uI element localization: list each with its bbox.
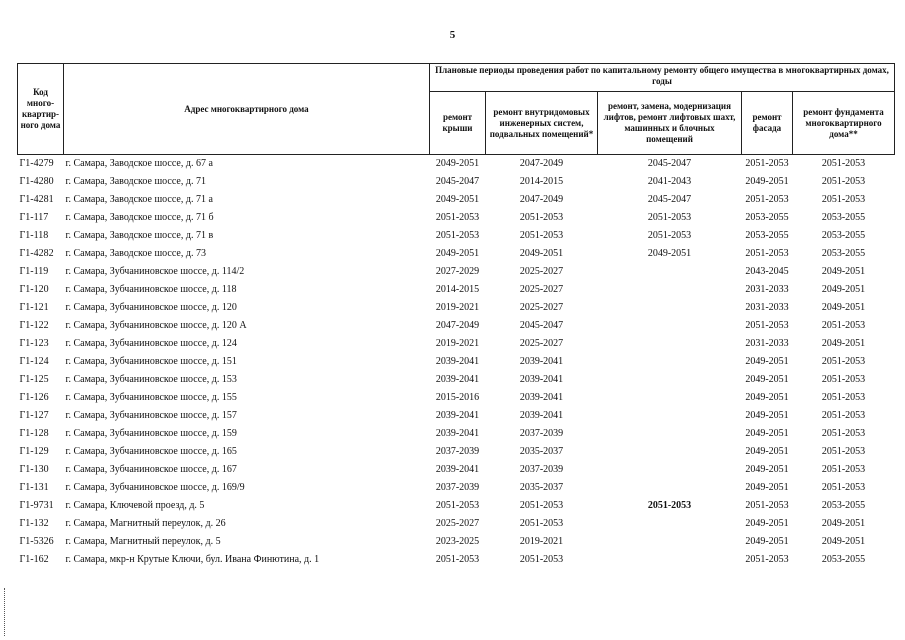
cell-foundation: 2053-2055 [821, 230, 866, 241]
cell-roof: 2045-2047 [435, 176, 480, 187]
cell-facade: 2031-2033 [745, 302, 789, 313]
cell-code: Г1-117 [19, 212, 49, 223]
cell-elevators [598, 533, 742, 551]
table-row [18, 209, 895, 227]
cell-code: Г1-129 [19, 446, 49, 457]
cell-address: г. Самара, Зубчаниновское шоссе, д. 165 [65, 446, 237, 457]
cell-engineering: 2049-2051 [519, 248, 564, 259]
cell-address: г. Самара, Зубчаниновское шоссе, д. 151 [65, 356, 237, 367]
cell-engineering: 2051-2053 [519, 212, 564, 223]
cell-address: г. Самара, Ключевой проезд, д. 5 [65, 500, 205, 511]
cell-engineering: 2037-2039 [519, 464, 564, 475]
table-row [18, 335, 895, 353]
cell-elevators [598, 371, 742, 389]
cell-roof: 2019-2021 [435, 302, 480, 313]
cell-facade: 2031-2033 [745, 284, 789, 295]
cell-facade: 2049-2051 [745, 392, 789, 403]
cell-address: г. Самара, Зубчаниновское шоссе, д. 167 [65, 464, 237, 475]
cell-elevators: 2051-2053 [647, 230, 692, 241]
cell-foundation: 2051-2053 [821, 320, 866, 331]
cell-code: Г1-131 [19, 482, 49, 493]
cell-roof: 2019-2021 [435, 338, 480, 349]
cell-code: Г1-126 [19, 392, 49, 403]
cell-foundation: 2053-2055 [821, 248, 866, 259]
cell-facade: 2051-2053 [745, 500, 789, 511]
cell-engineering: 2051-2053 [519, 230, 564, 241]
cell-address: г. Самара, Заводское шоссе, д. 71 а [65, 194, 213, 205]
cell-roof: 2039-2041 [435, 374, 480, 385]
cell-engineering: 2035-2037 [519, 482, 564, 493]
cell-roof: 2037-2039 [435, 482, 480, 493]
cell-facade: 2043-2045 [745, 266, 789, 277]
cell-elevators: 2045-2047 [647, 194, 692, 205]
table-row [18, 389, 895, 407]
cell-foundation: 2053-2055 [821, 212, 866, 223]
header-address: Адрес многоквартирного дома [64, 64, 430, 155]
cell-code: Г1-9731 [19, 500, 54, 511]
cell-address: г. Самара, Зубчаниновское шоссе, д. 169/9 [65, 482, 245, 493]
cell-elevators [598, 479, 742, 497]
cell-engineering: 2039-2041 [519, 356, 564, 367]
cell-engineering: 2051-2053 [519, 554, 564, 565]
table-row [18, 551, 895, 569]
cell-code: Г1-120 [19, 284, 49, 295]
cell-facade: 2051-2053 [745, 320, 789, 331]
table-row [18, 497, 895, 515]
table-row [18, 425, 895, 443]
table-row [18, 533, 895, 551]
cell-address: г. Самара, Зубчаниновское шоссе, д. 124 [65, 338, 237, 349]
cell-foundation: 2051-2053 [821, 446, 866, 457]
table-row [18, 353, 895, 371]
table-header-row [18, 64, 895, 92]
cell-code: Г1-121 [19, 302, 49, 313]
cell-roof: 2051-2053 [435, 554, 480, 565]
cell-facade: 2051-2053 [745, 554, 789, 565]
cell-code: Г1-125 [19, 374, 49, 385]
header-facade: ремонт фасада [742, 92, 793, 155]
cell-elevators [598, 299, 742, 317]
cell-roof: 2051-2053 [435, 230, 480, 241]
table-row [18, 281, 895, 299]
cell-facade: 2031-2033 [745, 338, 789, 349]
cell-engineering: 2035-2037 [519, 446, 564, 457]
cell-roof: 2049-2051 [435, 158, 480, 169]
cell-roof: 2039-2041 [435, 428, 480, 439]
cell-facade: 2051-2053 [745, 194, 789, 205]
table-row [18, 155, 895, 174]
cell-engineering: 2045-2047 [519, 320, 564, 331]
cell-foundation: 2049-2051 [821, 536, 866, 547]
cell-code: Г1-4282 [19, 248, 54, 259]
table-row [18, 371, 895, 389]
cell-engineering: 2014-2015 [519, 176, 564, 187]
cell-facade: 2049-2051 [745, 356, 789, 367]
cell-address: г. Самара, Зубчаниновское шоссе, д. 114/2 [65, 266, 245, 277]
cell-facade: 2053-2055 [745, 230, 789, 241]
cell-roof: 2039-2041 [435, 464, 480, 475]
cell-address: г. Самара, Зубчаниновское шоссе, д. 157 [65, 410, 237, 421]
cell-address: г. Самара, Заводское шоссе, д. 67 а [65, 158, 213, 169]
cell-elevators [598, 407, 742, 425]
cell-facade: 2049-2051 [745, 410, 789, 421]
cell-facade: 2049-2051 [745, 464, 789, 475]
cell-elevators [598, 281, 742, 299]
cell-roof: 2051-2053 [435, 212, 480, 223]
cell-foundation: 2049-2051 [821, 302, 866, 313]
cell-engineering: 2047-2049 [519, 194, 564, 205]
cell-elevators [598, 551, 742, 569]
cell-elevators [598, 263, 742, 281]
cell-code: Г1-4279 [19, 158, 54, 169]
cell-engineering: 2025-2027 [519, 302, 564, 313]
cell-address: г. Самара, Магнитный переулок, д. 26 [65, 518, 226, 529]
table-row [18, 173, 895, 191]
cell-roof: 2049-2051 [435, 194, 480, 205]
header-elevators: ремонт, замена, модернизация лифтов, ремонт лифтовых шахт, машинных и блочных помещений [598, 92, 742, 155]
cell-foundation: 2049-2051 [821, 284, 866, 295]
cell-foundation: 2051-2053 [821, 374, 866, 385]
cell-engineering: 2051-2053 [519, 500, 564, 511]
cell-code: Г1-124 [19, 356, 49, 367]
cell-address: г. Самара, Зубчаниновское шоссе, д. 120 [65, 302, 237, 313]
cell-roof: 2049-2051 [435, 248, 480, 259]
cell-elevators [598, 425, 742, 443]
header-foundation: ремонт фундамента многоквартирного дома** [793, 92, 895, 155]
cell-engineering: 2037-2039 [519, 428, 564, 439]
cell-foundation: 2051-2053 [821, 428, 866, 439]
cell-foundation: 2053-2055 [821, 500, 866, 511]
table-row [18, 263, 895, 281]
cell-address: г. Самара, Заводское шоссе, д. 71 в [65, 230, 214, 241]
cell-elevators: 2049-2051 [647, 248, 692, 259]
cell-elevators: 2051-2053 [647, 212, 692, 223]
cell-elevators: 2045-2047 [647, 158, 692, 169]
cell-address: г. Самара, Зубчаниновское шоссе, д. 118 [65, 284, 237, 295]
cell-engineering: 2025-2027 [519, 266, 564, 277]
cell-facade: 2049-2051 [745, 374, 789, 385]
cell-foundation: 2053-2055 [821, 554, 866, 565]
table-row [18, 299, 895, 317]
cell-foundation: 2051-2053 [821, 356, 866, 367]
cell-foundation: 2051-2053 [821, 410, 866, 421]
cell-code: Г1-5326 [19, 536, 54, 547]
cell-facade: 2053-2055 [745, 212, 789, 223]
cell-roof: 2037-2039 [435, 446, 480, 457]
cell-code: Г1-127 [19, 410, 49, 421]
cell-roof: 2039-2041 [435, 356, 480, 367]
cell-foundation: 2049-2051 [821, 266, 866, 277]
cell-engineering: 2025-2027 [519, 284, 564, 295]
cell-code: Г1-118 [19, 230, 49, 241]
cell-engineering: 2051-2053 [519, 518, 564, 529]
cell-address: г. Самара, Заводское шоссе, д. 71 б [65, 212, 214, 223]
cell-address: г. Самара, Магнитный переулок, д. 5 [65, 536, 221, 547]
cell-address: г. Самара, Зубчаниновское шоссе, д. 155 [65, 392, 237, 403]
cell-foundation: 2051-2053 [821, 194, 866, 205]
cell-engineering: 2025-2027 [519, 338, 564, 349]
cell-facade: 2049-2051 [745, 536, 789, 547]
cell-elevators [598, 461, 742, 479]
table-row [18, 461, 895, 479]
cell-facade: 2049-2051 [745, 446, 789, 457]
table-row [18, 317, 895, 335]
cell-foundation: 2051-2053 [821, 464, 866, 475]
table-row [18, 191, 895, 209]
table-row [18, 245, 895, 263]
header-periods-group: Плановые периоды проведения работ по капитальному ремонту общего имущества в многоквартирных домах, годы [430, 64, 895, 92]
cell-address: г. Самара, мкр-н Крутые Ключи, бул. Ивана Финютина, д. 1 [65, 554, 320, 565]
cell-facade: 2049-2051 [745, 518, 789, 529]
cell-roof: 2025-2027 [435, 518, 480, 529]
cell-address: г. Самара, Зубчаниновское шоссе, д. 159 [65, 428, 237, 439]
cell-foundation: 2049-2051 [821, 518, 866, 529]
cell-code: Г1-128 [19, 428, 49, 439]
cell-engineering: 2039-2041 [519, 392, 564, 403]
cell-facade: 2049-2051 [745, 176, 789, 187]
cell-code: Г1-130 [19, 464, 49, 475]
cell-code: Г1-162 [19, 554, 49, 565]
cell-roof: 2015-2016 [435, 392, 480, 403]
cell-code: Г1-122 [19, 320, 49, 331]
cell-code: Г1-132 [19, 518, 49, 529]
cell-code: Г1-123 [19, 338, 49, 349]
cell-foundation: 2051-2053 [821, 176, 866, 187]
table-row [18, 227, 895, 245]
table-row [18, 479, 895, 497]
cell-facade: 2049-2051 [745, 428, 789, 439]
page-number: 5 [449, 29, 456, 41]
header-engineering: ремонт внутридомовых инженерных систем, подвальных помещений* [486, 92, 598, 155]
cell-address: г. Самара, Заводское шоссе, д. 71 [65, 176, 206, 187]
cell-roof: 2027-2029 [435, 266, 480, 277]
cell-elevators [598, 443, 742, 461]
cell-code: Г1-4280 [19, 176, 54, 187]
cell-facade: 2051-2053 [745, 158, 789, 169]
cell-roof: 2051-2053 [435, 500, 480, 511]
cell-address: г. Самара, Зубчаниновское шоссе, д. 120 А [65, 320, 247, 331]
cell-roof: 2047-2049 [435, 320, 480, 331]
cell-elevators: 2041-2043 [647, 176, 692, 187]
cell-facade: 2051-2053 [745, 248, 789, 259]
margin-stamp [4, 588, 7, 636]
cell-foundation: 2049-2051 [821, 338, 866, 349]
cell-engineering: 2047-2049 [519, 158, 564, 169]
cell-engineering: 2019-2021 [519, 536, 564, 547]
cell-engineering: 2039-2041 [519, 374, 564, 385]
cell-facade: 2049-2051 [745, 482, 789, 493]
cell-roof: 2014-2015 [435, 284, 480, 295]
table-row [18, 515, 895, 533]
cell-elevators [598, 389, 742, 407]
capital-repair-table [17, 63, 895, 569]
cell-foundation: 2051-2053 [821, 482, 866, 493]
header-roof: ремонт крыши [430, 92, 486, 155]
cell-roof: 2039-2041 [435, 410, 480, 421]
cell-address: г. Самара, Заводское шоссе, д. 73 [65, 248, 206, 259]
cell-elevators [598, 335, 742, 353]
cell-code: Г1-119 [19, 266, 49, 277]
cell-code: Г1-4281 [19, 194, 54, 205]
table-row [18, 443, 895, 461]
cell-engineering: 2039-2041 [519, 410, 564, 421]
cell-roof: 2023-2025 [435, 536, 480, 547]
cell-foundation: 2051-2053 [821, 158, 866, 169]
table-row [18, 407, 895, 425]
cell-elevators [598, 515, 742, 533]
cell-elevators [598, 353, 742, 371]
cell-foundation: 2051-2053 [821, 392, 866, 403]
header-code: Код много-квартир-ного дома [18, 64, 64, 155]
cell-address: г. Самара, Зубчаниновское шоссе, д. 153 [65, 374, 237, 385]
cell-elevators: 2051-2053 [647, 500, 692, 511]
cell-elevators [598, 317, 742, 335]
table-body [18, 155, 895, 570]
